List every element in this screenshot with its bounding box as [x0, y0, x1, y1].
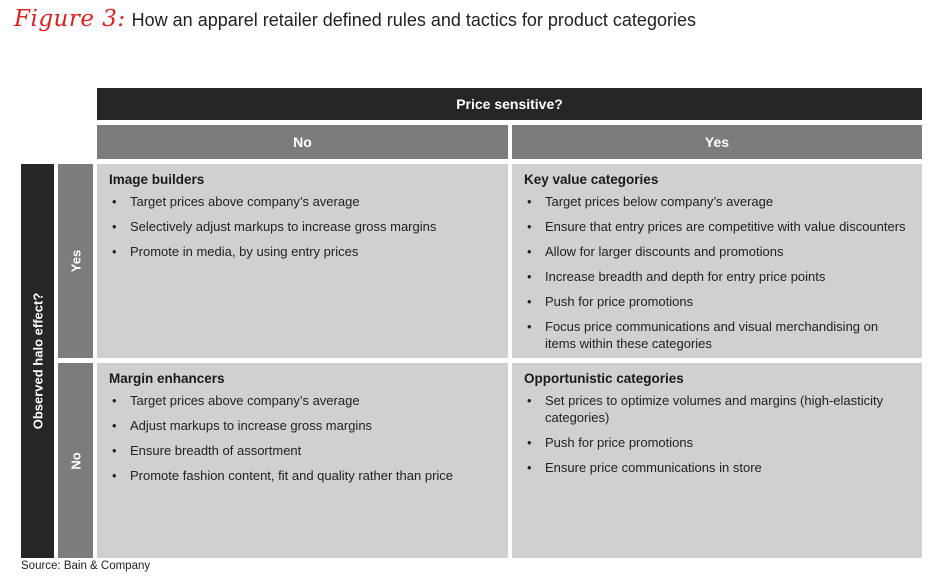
bullet-item: • Allow for larger discounts and promotions	[524, 243, 910, 260]
bullet-item: • Target prices above company’s average	[109, 193, 496, 210]
bullet-list	[524, 193, 910, 352]
bullet-item: • Promote in media, by using entry prices	[109, 243, 496, 260]
bullet-item: • Adjust markups to increase gross margins	[109, 417, 496, 434]
halo-effect-header	[21, 164, 54, 558]
cell-title: Margin enhancers	[109, 371, 225, 386]
figure-title-text: How an apparel retailer defined rules and tactics for product categories	[131, 10, 696, 30]
bullet-item: • Target prices below company’s average	[524, 193, 910, 210]
cell-image-builders	[97, 164, 508, 358]
bullet-list	[109, 392, 496, 484]
cell-margin-enhancers	[97, 363, 508, 558]
row-label-yes: Yes	[68, 249, 83, 273]
cell-title: Image builders	[109, 172, 205, 187]
cell-title: Opportunistic categories	[524, 371, 684, 386]
bullet-item: • Ensure that entry prices are competitive with value discounters	[524, 218, 910, 235]
bullet-item: • Push for price promotions	[524, 293, 910, 310]
bullet-item: • Target prices above company’s average	[109, 392, 496, 409]
halo-effect-label: Observed halo effect?	[30, 292, 45, 430]
bullet-item: • Focus price communications and visual merchandising on items within these categories	[524, 318, 910, 352]
bullet-item: • Increase breadth and depth for entry price points	[524, 268, 910, 285]
bullet-item: • Ensure price communications in store	[524, 459, 910, 476]
figure-title	[14, 6, 696, 36]
bullet-item: • Push for price promotions	[524, 434, 910, 451]
row-header-no	[58, 363, 93, 558]
bullet-item: • Promote fashion content, fit and quality rather than price	[109, 467, 496, 484]
cell-key-value-categories	[512, 164, 922, 358]
figure-label: Figure 3:	[14, 6, 126, 32]
bullet-item: • Set prices to optimize volumes and margins (high-elasticity categories)	[524, 392, 910, 426]
bullet-item: • Ensure breadth of assortment	[109, 442, 496, 459]
row-header-yes	[58, 164, 93, 358]
cell-opportunistic-categories	[512, 363, 922, 558]
row-label-no: No	[68, 451, 83, 470]
column-header-no: No	[97, 125, 508, 159]
column-header-yes: Yes	[512, 125, 922, 159]
source-note: Source: Bain & Company	[21, 560, 151, 572]
price-sensitive-header: Price sensitive?	[97, 88, 922, 120]
cell-title: Key value categories	[524, 172, 659, 187]
bullet-list	[524, 392, 910, 476]
bullet-list	[109, 193, 496, 260]
bullet-item: • Selectively adjust markups to increase gross margins	[109, 218, 496, 235]
